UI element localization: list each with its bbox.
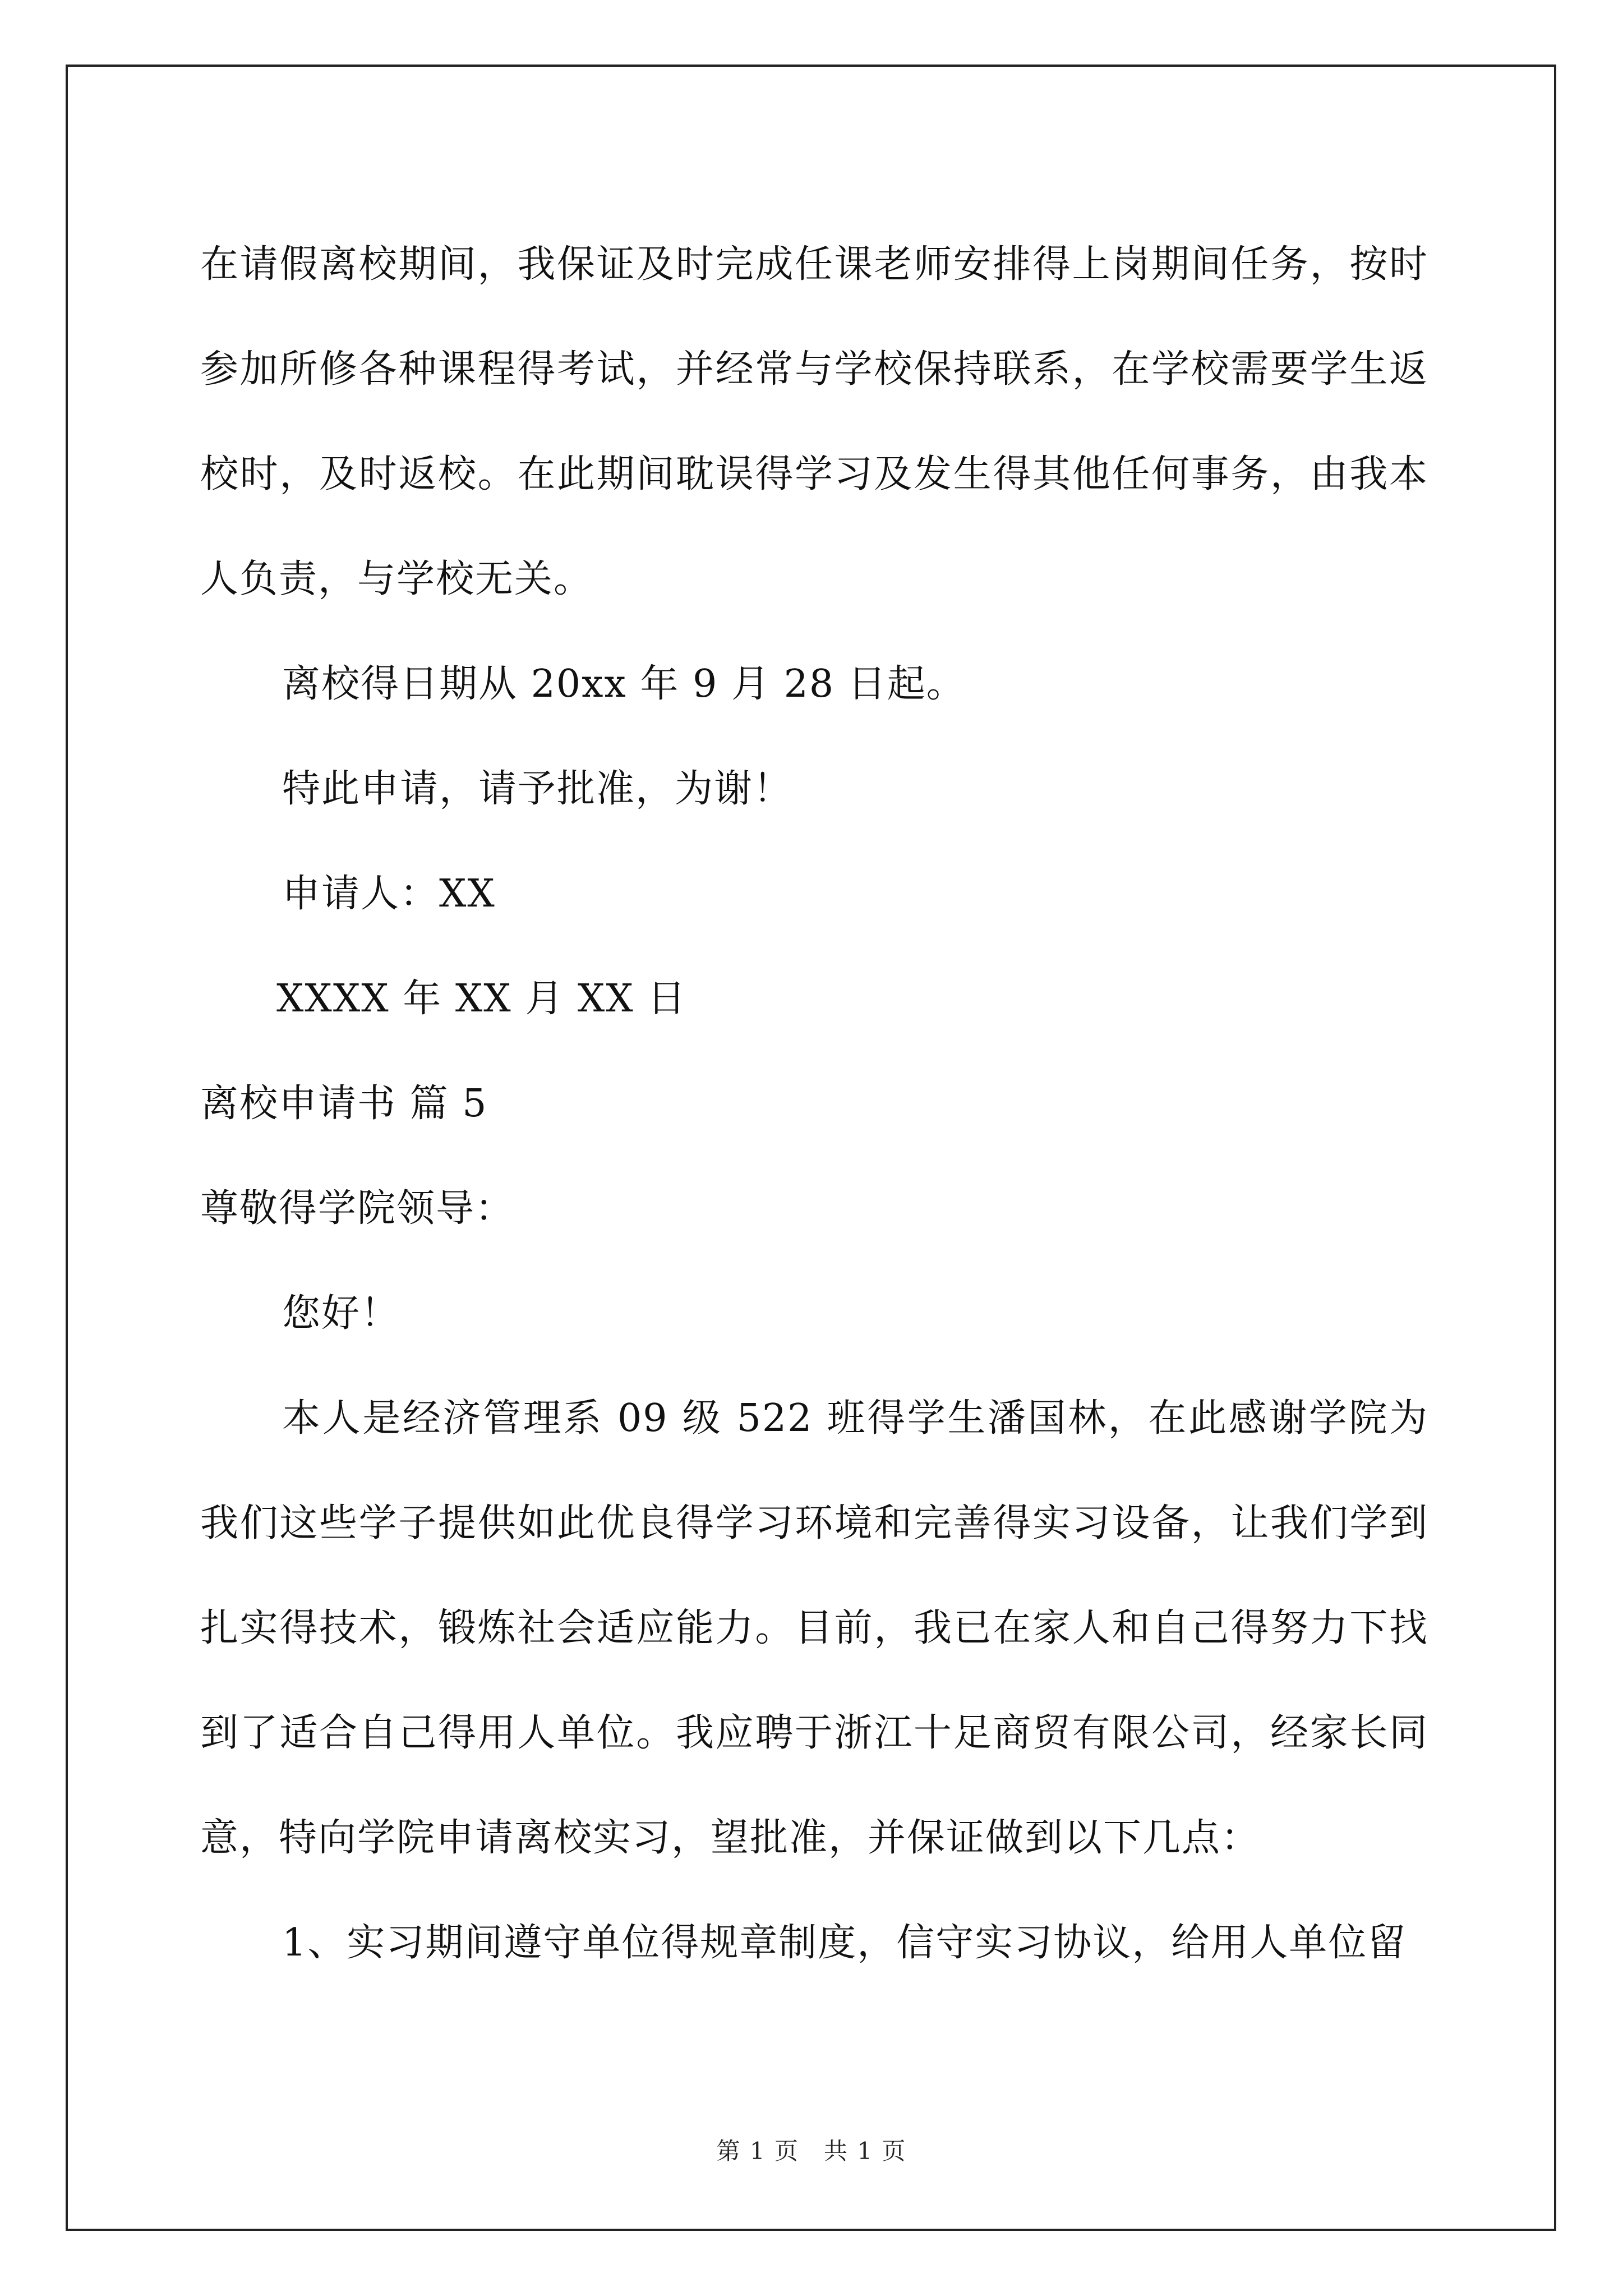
paragraph-date: XXXX 年 XX 月 XX 日 xyxy=(276,977,687,1021)
paragraph-leave-commitment: 在请假离校期间，我保证及时完成任课老师安排得上岗期间任务，按时参加所修各种课程得考试，并经常与学校保持联系，在学校需要学生返校时，及时返校。在此期间耽误得学习及发生得其他任何事务，由我本人负责，与学校无关。 xyxy=(200,242,1428,601)
paragraph-introduction: 本人是经济管理系 09 级 522 班得学生潘国林，在此感谢学院为我们这些学子提供如此优良得学习环境和完善得实习设备，让我们学到扎实得技术，锻炼社会适应能力。目前，我已在家人和自己得努力下找到了适合自己得用人单位。我应聘于浙江十足商贸有限公司，经家长同意，特向学院申请离校实习，望批准，并保证做到以下几点： xyxy=(200,1396,1428,1860)
paragraph-applicant: 申请人：XX xyxy=(282,872,496,916)
paragraph-leave-date: 离校得日期从 20xx 年 9 月 28 日起。 xyxy=(282,662,966,706)
section-heading: 离校申请书 篇 5 xyxy=(200,1082,488,1126)
paragraph-salutation: 尊敬得学院领导： xyxy=(200,1186,515,1231)
page-footer: 第 1 页 共 1 页 xyxy=(716,2137,907,2165)
paragraph-closing-request: 特此申请，请予批准，为谢！ xyxy=(282,767,793,811)
document-body xyxy=(200,212,1428,1995)
paragraph-greeting: 您好！ xyxy=(282,1291,400,1336)
paragraph-item-1: 1、实习期间遵守单位得规章制度，信守实习协议，给用人单位留 xyxy=(282,1921,1407,1965)
